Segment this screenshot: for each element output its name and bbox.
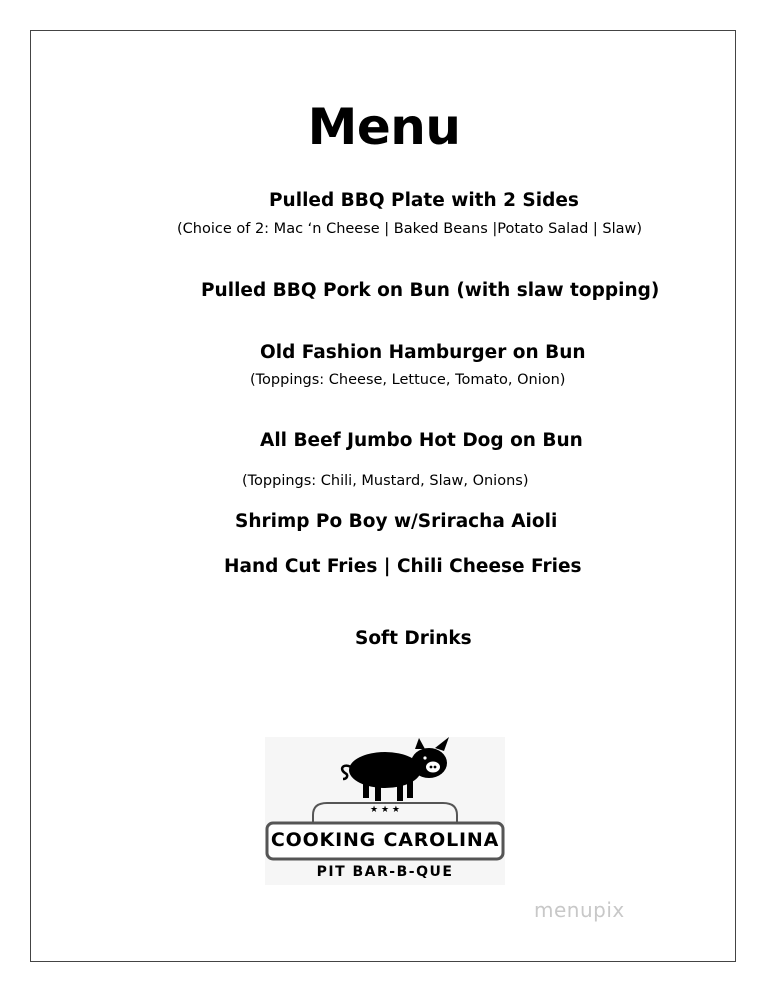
- menu-item-bbq-plate: Pulled BBQ Plate with 2 Sides: [269, 190, 579, 211]
- logo-tagline: PIT BAR-B-QUE: [316, 864, 454, 880]
- menu-item-bbq-pork: Pulled BBQ Pork on Bun (with slaw topping): [201, 280, 660, 301]
- menu-item-note-hamburger: (Toppings: Cheese, Lettuce, Tomato, Onion): [250, 372, 566, 388]
- cooking-carolina-logo: [265, 737, 505, 885]
- page-title: Menu: [307, 98, 461, 156]
- menupix-watermark: menupix: [534, 898, 625, 922]
- menu-item-soft-drinks: Soft Drinks: [355, 628, 472, 649]
- menu-item-fries: Hand Cut Fries | Chili Cheese Fries: [224, 556, 582, 577]
- logo-name: COOKING CAROLINA: [270, 829, 500, 851]
- menu-item-hot-dog: All Beef Jumbo Hot Dog on Bun: [260, 430, 583, 451]
- menu-item-note-hot-dog: (Toppings: Chili, Mustard, Slaw, Onions): [242, 473, 529, 489]
- menu-item-hamburger: Old Fashion Hamburger on Bun: [260, 342, 586, 363]
- menu-item-shrimp-po-boy: Shrimp Po Boy w/Sriracha Aioli: [235, 511, 558, 532]
- pig-icon: [342, 737, 449, 801]
- menu-item-note-bbq-plate: (Choice of 2: Mac ‘n Cheese | Baked Beans |Potato Salad | Slaw): [177, 221, 643, 237]
- logo-stars: ★ ★ ★: [370, 805, 400, 815]
